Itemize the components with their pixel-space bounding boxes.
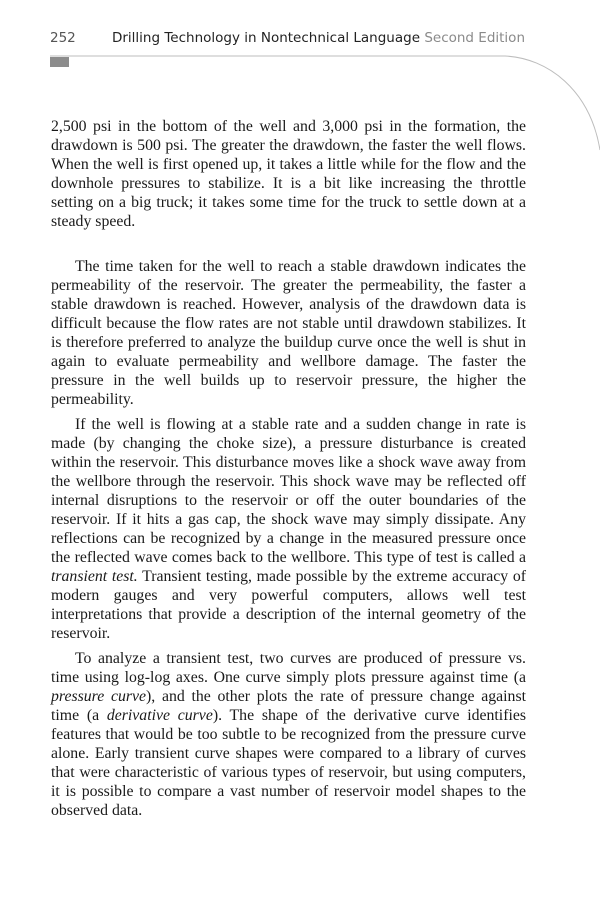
text-segment: ). The shape of the derivative curve identifies features that would be too subtle to be recognized from the pressure curve alone. Early transient curve shapes were compared to a library of curves that were characteristic of various types of reservoir, but using computers, it is possible to compare a vast number of reservoir model shapes to the observed data. xyxy=(51,707,527,819)
chapter-tab-marker xyxy=(50,57,69,67)
book-title: Drilling Technology in Nontechnical Language xyxy=(111,30,421,46)
paragraph-continued xyxy=(51,117,526,231)
body-text xyxy=(51,117,526,820)
text-segment: If the well is flowing at a stable rate and a sudden change in rate is made (by changing the choke size), a pressure disturbance is created within the reservoir. This disturbance moves like a shock wave away from the wellbore through the reservoir. This shock wave may be reflected off internal disruptions to the reservoir or off the outer boundaries of the reservoir. If it hits a gas cap, the shock wave may simply dissipate. Any reflections can be recognized by a change in the measured pressure once the reflected wave comes back to the wellbore. This type of test is called a xyxy=(51,416,526,566)
paragraph-transient-test xyxy=(51,415,526,643)
page-number: 252 xyxy=(50,30,76,46)
edition-label: Second Edition xyxy=(424,30,525,46)
text-segment: 2,500 psi in the bottom of the well and 3,000 psi in the formation, the drawdown is 500 psi. The greater the drawdown, the faster the well flows. When the well is first opened up, it takes a little while for the flow and the downhole pressures to stabilize. It is a bit like increasing the throttle setting on a big truck; it takes some time for the truck to settle down at a steady speed. xyxy=(51,118,526,230)
paragraph-analysis xyxy=(51,649,526,820)
italic-term: pressure curve xyxy=(51,688,147,705)
text-segment: Transient testing, made possible by the extreme accuracy of modern gauges and very powerful computers, allows well test interpretations that provide a description of the internal geometry of the reservoir. xyxy=(51,568,527,642)
italic-term: transient test. xyxy=(51,568,138,585)
text-segment: To analyze a transient test, two curves are produced of pressure vs. time using log-log axes. One curve simply plots pressure against time (a xyxy=(51,650,526,686)
paragraph-drawdown xyxy=(51,257,526,409)
text-segment: The time taken for the well to reach a stable drawdown indicates the permeability of the reservoir. The greater the permeability, the faster a stable drawdown is reached. However, analysis of the drawdown data is difficult because the flow rates are not stable until drawdown stabilizes. It is therefore preferred to analyze the buildup curve once the well is shut in again to evaluate permeability and wellbore damage. The faster the pressure in the well builds up to reservoir pressure, the higher the permeability. xyxy=(51,258,526,408)
running-head xyxy=(112,30,525,46)
text-segment: ), and the other plots the rate of pressure change against time (a xyxy=(51,688,526,724)
italic-term: derivative curve xyxy=(106,707,213,724)
